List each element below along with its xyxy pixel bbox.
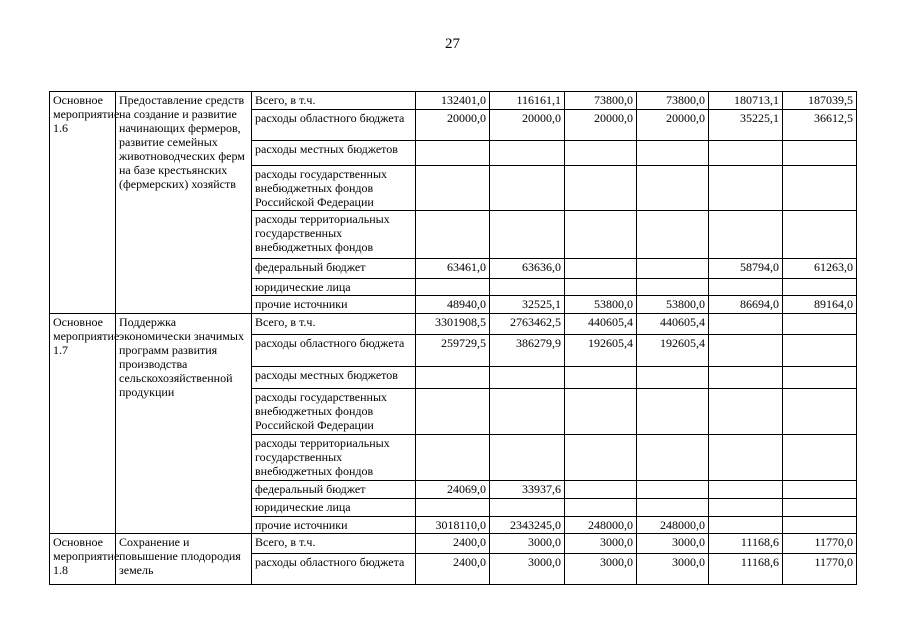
funding-source-cell: юридические лица bbox=[252, 499, 416, 517]
value-cell: 2400,0 bbox=[416, 554, 490, 585]
value-cell: 187039,5 bbox=[783, 92, 857, 110]
value-cell bbox=[637, 166, 709, 211]
value-cell bbox=[783, 499, 857, 517]
value-cell bbox=[783, 481, 857, 499]
value-cell: 440605,4 bbox=[637, 314, 709, 335]
value-cell: 248000,0 bbox=[637, 517, 709, 534]
value-cell bbox=[565, 259, 637, 279]
value-cell: 20000,0 bbox=[637, 110, 709, 141]
value-cell: 35225,1 bbox=[709, 110, 783, 141]
value-cell: 192605,4 bbox=[565, 335, 637, 367]
value-cell: 89164,0 bbox=[783, 296, 857, 314]
value-cell bbox=[709, 166, 783, 211]
value-cell bbox=[416, 141, 490, 166]
value-cell bbox=[709, 141, 783, 166]
value-cell: 61263,0 bbox=[783, 259, 857, 279]
value-cell: 248000,0 bbox=[565, 517, 637, 534]
value-cell bbox=[490, 141, 565, 166]
value-cell bbox=[490, 389, 565, 435]
value-cell: 192605,4 bbox=[637, 335, 709, 367]
value-cell: 259729,5 bbox=[416, 335, 490, 367]
value-cell bbox=[783, 389, 857, 435]
value-cell bbox=[490, 211, 565, 259]
value-cell bbox=[637, 141, 709, 166]
value-cell: 3301908,5 bbox=[416, 314, 490, 335]
value-cell bbox=[783, 517, 857, 534]
funding-source-cell: федеральный бюджет bbox=[252, 481, 416, 499]
value-cell bbox=[709, 517, 783, 534]
budget-table bbox=[49, 91, 857, 585]
funding-source-cell: прочие источники bbox=[252, 517, 416, 534]
value-cell: 11168,6 bbox=[709, 554, 783, 585]
value-cell bbox=[637, 279, 709, 296]
value-cell bbox=[783, 435, 857, 481]
event-name-cell: Сохранение и повышение плодородия земель bbox=[116, 534, 252, 585]
value-cell: 180713,1 bbox=[709, 92, 783, 110]
value-cell bbox=[637, 435, 709, 481]
value-cell bbox=[416, 367, 490, 389]
funding-source-cell: расходы областного бюджета bbox=[252, 335, 416, 367]
value-cell bbox=[565, 211, 637, 259]
value-cell: 11770,0 bbox=[783, 534, 857, 554]
funding-source-cell: юридические лица bbox=[252, 279, 416, 296]
funding-source-cell: расходы областного бюджета bbox=[252, 554, 416, 585]
value-cell bbox=[783, 166, 857, 211]
value-cell bbox=[783, 279, 857, 296]
value-cell: 132401,0 bbox=[416, 92, 490, 110]
value-cell bbox=[637, 211, 709, 259]
value-cell: 2400,0 bbox=[416, 534, 490, 554]
value-cell bbox=[637, 481, 709, 499]
value-cell: 3000,0 bbox=[637, 534, 709, 554]
value-cell bbox=[709, 279, 783, 296]
table-row bbox=[50, 92, 857, 110]
value-cell bbox=[490, 279, 565, 296]
value-cell bbox=[490, 166, 565, 211]
value-cell: 20000,0 bbox=[490, 110, 565, 141]
value-cell bbox=[709, 314, 783, 335]
funding-source-cell: расходы областного бюджета bbox=[252, 110, 416, 141]
value-cell: 2343245,0 bbox=[490, 517, 565, 534]
value-cell: 3000,0 bbox=[490, 554, 565, 585]
value-cell: 11770,0 bbox=[783, 554, 857, 585]
value-cell bbox=[416, 166, 490, 211]
value-cell bbox=[637, 499, 709, 517]
value-cell bbox=[709, 389, 783, 435]
value-cell: 3000,0 bbox=[565, 534, 637, 554]
funding-source-cell: расходы местных бюджетов bbox=[252, 367, 416, 389]
value-cell: 20000,0 bbox=[416, 110, 490, 141]
value-cell bbox=[783, 211, 857, 259]
funding-source-cell: прочие источники bbox=[252, 296, 416, 314]
funding-source-cell: расходы государственных внебюджетных фондов Российской Федерации bbox=[252, 389, 416, 435]
funding-source-cell: Всего, в т.ч. bbox=[252, 314, 416, 335]
value-cell: 116161,1 bbox=[490, 92, 565, 110]
value-cell bbox=[637, 259, 709, 279]
value-cell bbox=[565, 435, 637, 481]
value-cell: 53800,0 bbox=[565, 296, 637, 314]
value-cell bbox=[490, 367, 565, 389]
value-cell bbox=[709, 499, 783, 517]
funding-source-cell: расходы территориальных государственных внебюджетных фондов bbox=[252, 211, 416, 259]
event-type-cell: Основное мероприятие 1.6 bbox=[50, 92, 116, 314]
value-cell: 63461,0 bbox=[416, 259, 490, 279]
value-cell bbox=[783, 335, 857, 367]
value-cell: 386279,9 bbox=[490, 335, 565, 367]
value-cell bbox=[565, 141, 637, 166]
event-name-cell: Предоставление средств на создание и развитие начинающих фермеров, развитие семейных животноводческих ферм на базе крестьянских (фермерских) хозяйств bbox=[116, 92, 252, 314]
value-cell: 20000,0 bbox=[565, 110, 637, 141]
value-cell bbox=[709, 335, 783, 367]
value-cell: 32525,1 bbox=[490, 296, 565, 314]
value-cell bbox=[783, 367, 857, 389]
value-cell: 11168,6 bbox=[709, 534, 783, 554]
table-row bbox=[50, 314, 857, 335]
event-type-cell: Основное мероприятие 1.7 bbox=[50, 314, 116, 534]
value-cell bbox=[709, 211, 783, 259]
value-cell: 63636,0 bbox=[490, 259, 565, 279]
value-cell bbox=[565, 499, 637, 517]
value-cell: 33937,6 bbox=[490, 481, 565, 499]
value-cell: 86694,0 bbox=[709, 296, 783, 314]
value-cell bbox=[416, 211, 490, 259]
value-cell: 3018110,0 bbox=[416, 517, 490, 534]
value-cell bbox=[637, 367, 709, 389]
value-cell: 3000,0 bbox=[565, 554, 637, 585]
event-name-cell: Поддержка экономически значимых программ развития производства сельскохозяйственной продукции bbox=[116, 314, 252, 534]
value-cell bbox=[709, 481, 783, 499]
value-cell: 36612,5 bbox=[783, 110, 857, 141]
value-cell bbox=[637, 389, 709, 435]
funding-source-cell: расходы местных бюджетов bbox=[252, 141, 416, 166]
value-cell bbox=[416, 279, 490, 296]
funding-source-cell: Всего, в т.ч. bbox=[252, 92, 416, 110]
value-cell: 2763462,5 bbox=[490, 314, 565, 335]
funding-source-cell: федеральный бюджет bbox=[252, 259, 416, 279]
value-cell: 3000,0 bbox=[490, 534, 565, 554]
value-cell: 53800,0 bbox=[637, 296, 709, 314]
value-cell: 24069,0 bbox=[416, 481, 490, 499]
value-cell bbox=[565, 389, 637, 435]
value-cell: 440605,4 bbox=[565, 314, 637, 335]
value-cell: 73800,0 bbox=[637, 92, 709, 110]
value-cell bbox=[490, 435, 565, 481]
page-number: 27 bbox=[445, 36, 460, 52]
value-cell: 3000,0 bbox=[637, 554, 709, 585]
value-cell bbox=[416, 499, 490, 517]
value-cell bbox=[565, 166, 637, 211]
event-type-cell: Основное мероприятие 1.8 bbox=[50, 534, 116, 585]
funding-source-cell: Всего, в т.ч. bbox=[252, 534, 416, 554]
table-row bbox=[50, 534, 857, 554]
value-cell bbox=[416, 389, 490, 435]
funding-source-cell: расходы территориальных государственных внебюджетных фондов bbox=[252, 435, 416, 481]
value-cell bbox=[709, 367, 783, 389]
value-cell: 73800,0 bbox=[565, 92, 637, 110]
value-cell bbox=[783, 141, 857, 166]
value-cell bbox=[709, 435, 783, 481]
funding-source-cell: расходы государственных внебюджетных фондов Российской Федерации bbox=[252, 166, 416, 211]
value-cell bbox=[416, 435, 490, 481]
value-cell bbox=[565, 481, 637, 499]
value-cell bbox=[565, 367, 637, 389]
value-cell: 58794,0 bbox=[709, 259, 783, 279]
value-cell: 48940,0 bbox=[416, 296, 490, 314]
value-cell bbox=[565, 279, 637, 296]
value-cell bbox=[490, 499, 565, 517]
value-cell bbox=[783, 314, 857, 335]
